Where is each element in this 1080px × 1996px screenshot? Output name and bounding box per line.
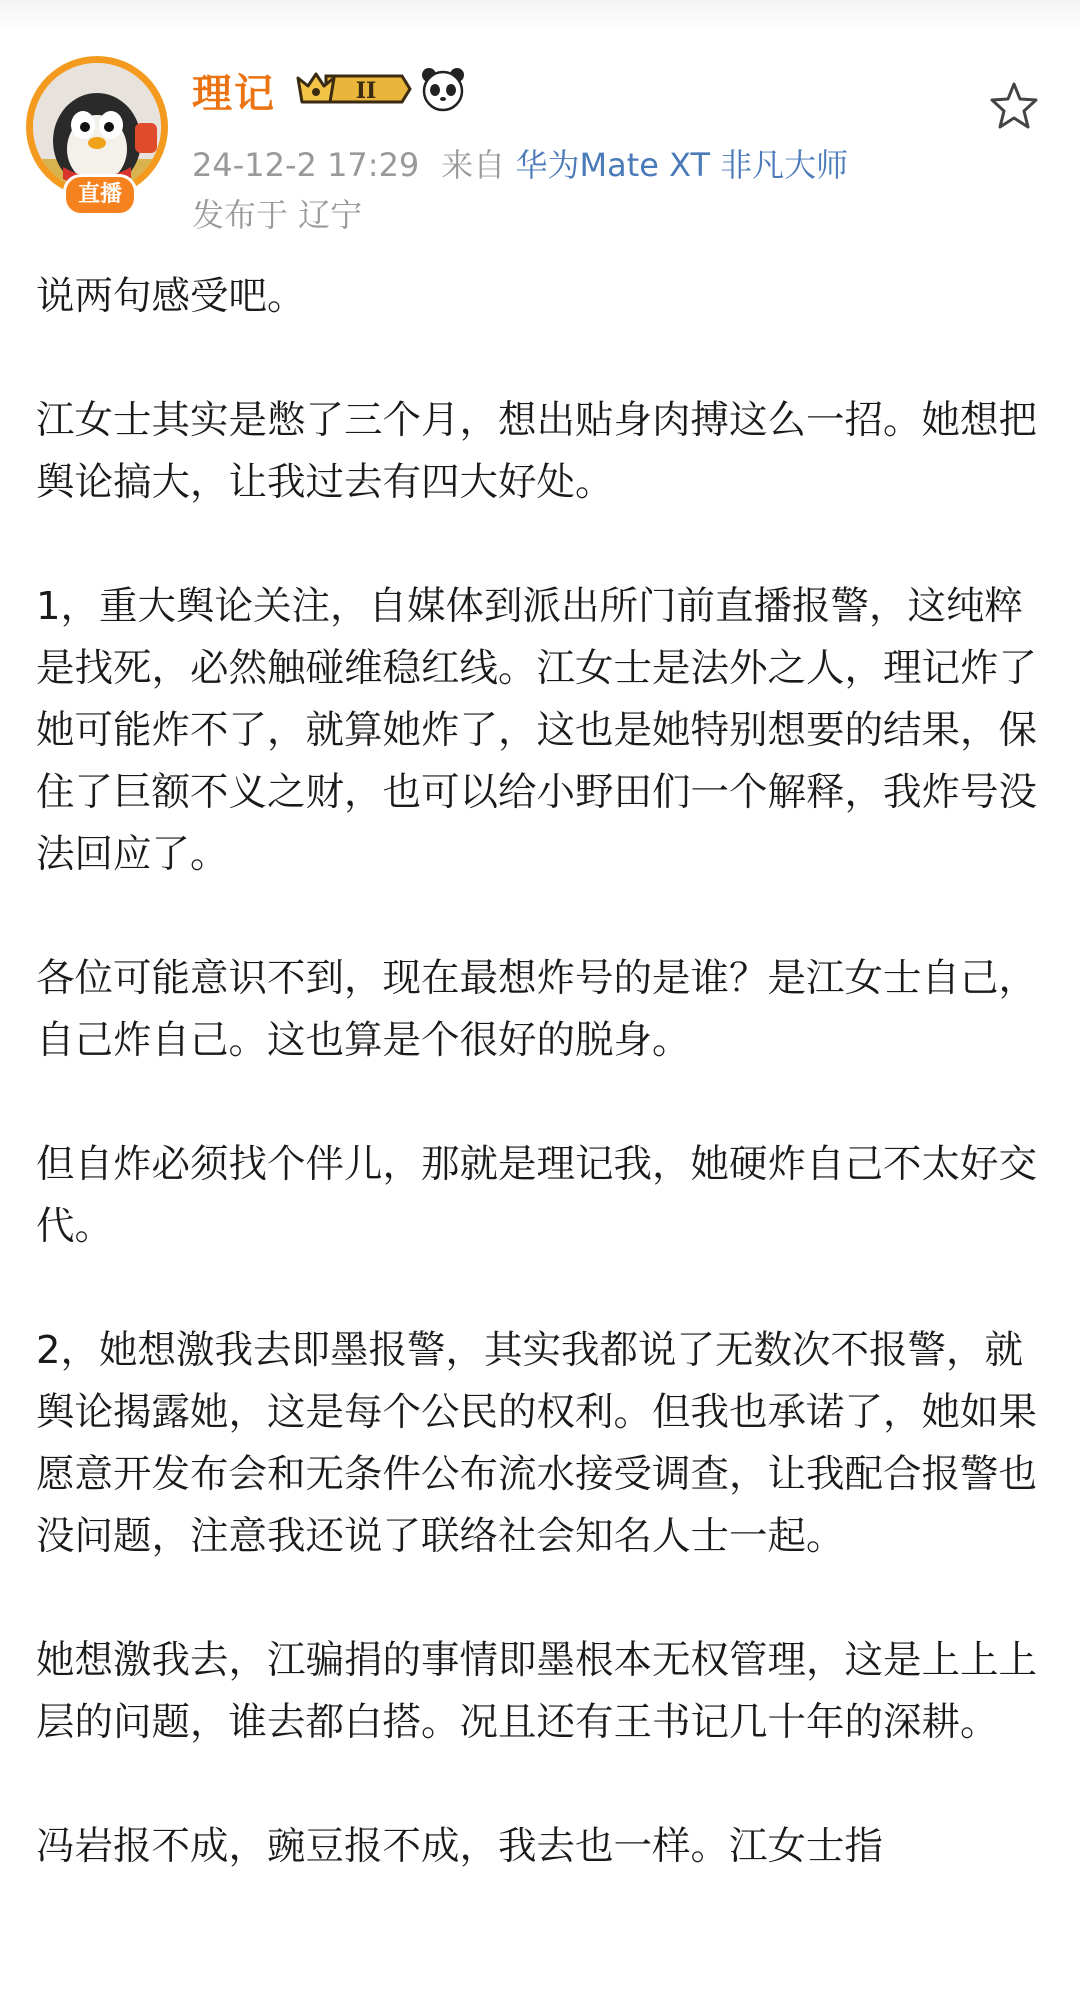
post-body — [36, 266, 1046, 1878]
avatar[interactable] — [26, 56, 168, 207]
post-location: 发布于 辽宁 — [192, 196, 363, 234]
vip-crown-badge[interactable] — [292, 68, 412, 110]
source-device-link[interactable]: 华为Mate XT 非凡大师 — [515, 146, 849, 184]
post-paragraph: 说两句感受吧。 — [36, 274, 306, 319]
post-paragraph: 江女士其实是憋了三个月，想出贴身肉搏这么一招。她想把舆论搞大，让我过去有四大好处。 — [36, 398, 1038, 505]
post-paragraph: 1，重大舆论关注，自媒体到派出所门前直播报警，这纯粹是找死，必然触碰维稳红线。江女士是法外之人，理记炸了她可能炸不了，就算她炸了，这也是她特别想要的结果，保住了巨额不义之财，也可以给小野田们一个解释，我炸号没法回应了。 — [36, 584, 1038, 877]
post-header — [0, 52, 1080, 242]
post-paragraph: 各位可能意识不到，现在最想炸号的是谁？是江女士自己，自己炸自己。这也算是个很好的脱身。 — [36, 956, 1038, 1063]
post-meta — [192, 140, 848, 186]
vip-level-text: II — [355, 78, 377, 104]
live-badge: 直播 — [63, 174, 137, 216]
top-strip — [0, 0, 1080, 30]
post-paragraph: 冯岩报不成，豌豆报不成，我去也一样。江女士指 — [36, 1824, 884, 1869]
penguin-avatar-icon — [33, 63, 161, 191]
panda-icon[interactable] — [420, 66, 466, 112]
timestamp: 24-12-2 17:29 — [192, 146, 420, 184]
favorite-star-icon[interactable] — [986, 78, 1042, 134]
source-prefix: 来自 — [441, 146, 506, 184]
post-paragraph: 她想激我去，江骗捐的事情即墨根本无权管理，这是上上上层的问题，谁去都白搭。况且还有王书记几十年的深耕。 — [36, 1638, 1038, 1745]
username[interactable]: 理记 — [192, 71, 276, 117]
post-paragraph: 但自炸必须找个伴儿，那就是理记我，她硬炸自己不太好交代。 — [36, 1142, 1038, 1249]
post-paragraph: 2，她想激我去即墨报警，其实我都说了无数次不报警，就舆论揭露她，这是每个公民的权利。但我也承诺了，她如果愿意开发布会和无条件公布流水接受调查，让我配合报警也没问题，注意我还说了联络社会知名人士一起。 — [36, 1328, 1038, 1559]
